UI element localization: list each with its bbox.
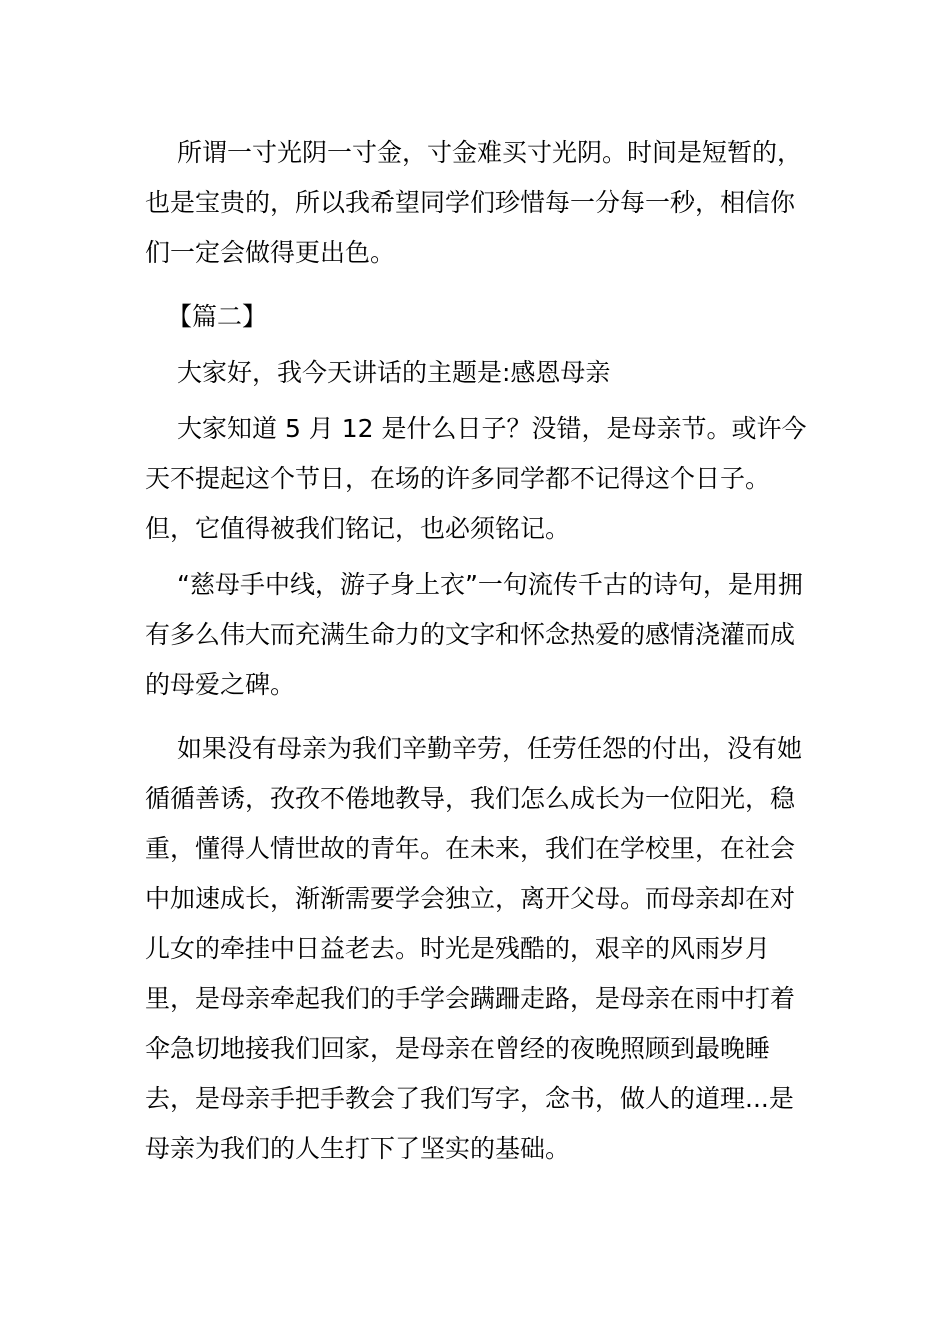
paragraph-time-precious: 所谓一寸光阴一寸金，寸金难买寸光阴。时间是短暂的，也是宝贵的，所以我希望同学们珍惜每一分每一秒，相信你们一定会做得更出色。 [145,138,803,267]
section-heading: 【篇二】 [167,302,268,331]
paragraph-greeting: 大家好，我今天讲话的主题是:感恩母亲 [177,358,611,387]
paragraph-poem: “慈母手中线，游子身上衣”一句流传千古的诗句，是用拥有多么伟大而充满生命力的文字和怀念热爱的感情浇灌而成的母爱之碑。 [145,570,803,699]
document-body [145,128,810,1174]
paragraph-mother-care: 如果没有母亲为我们辛勤辛劳，任劳任怨的付出，没有她循循善诱，孜孜不倦地教导，我们怎么成长为一位阳光，稳重，懂得人情世故的青年。在未来，我们在学校里，在社会中加速成长，渐渐需要学会独立，离开父母。而母亲却在对儿女的牵挂中日益老去。时光是残酷的，艰辛的风雨岁月里，是母亲牵起我们的手学会蹒跚走路，是母亲在雨中打着伞急切地接我们回家，是母亲在曾经的夜晚照顾到最晚睡去，是母亲手把手教会了我们写字，念书，做人的道理...是母亲为我们的人生打下了坚实的基础。 [145,734,803,1163]
paragraph-mothers-day: 大家知道 5 月 12 是什么日子？没错，是母亲节。或许今天不提起这个节日，在场的许多同学都不记得这个日子。但，它值得被我们铭记，也必须铭记。 [145,414,807,543]
